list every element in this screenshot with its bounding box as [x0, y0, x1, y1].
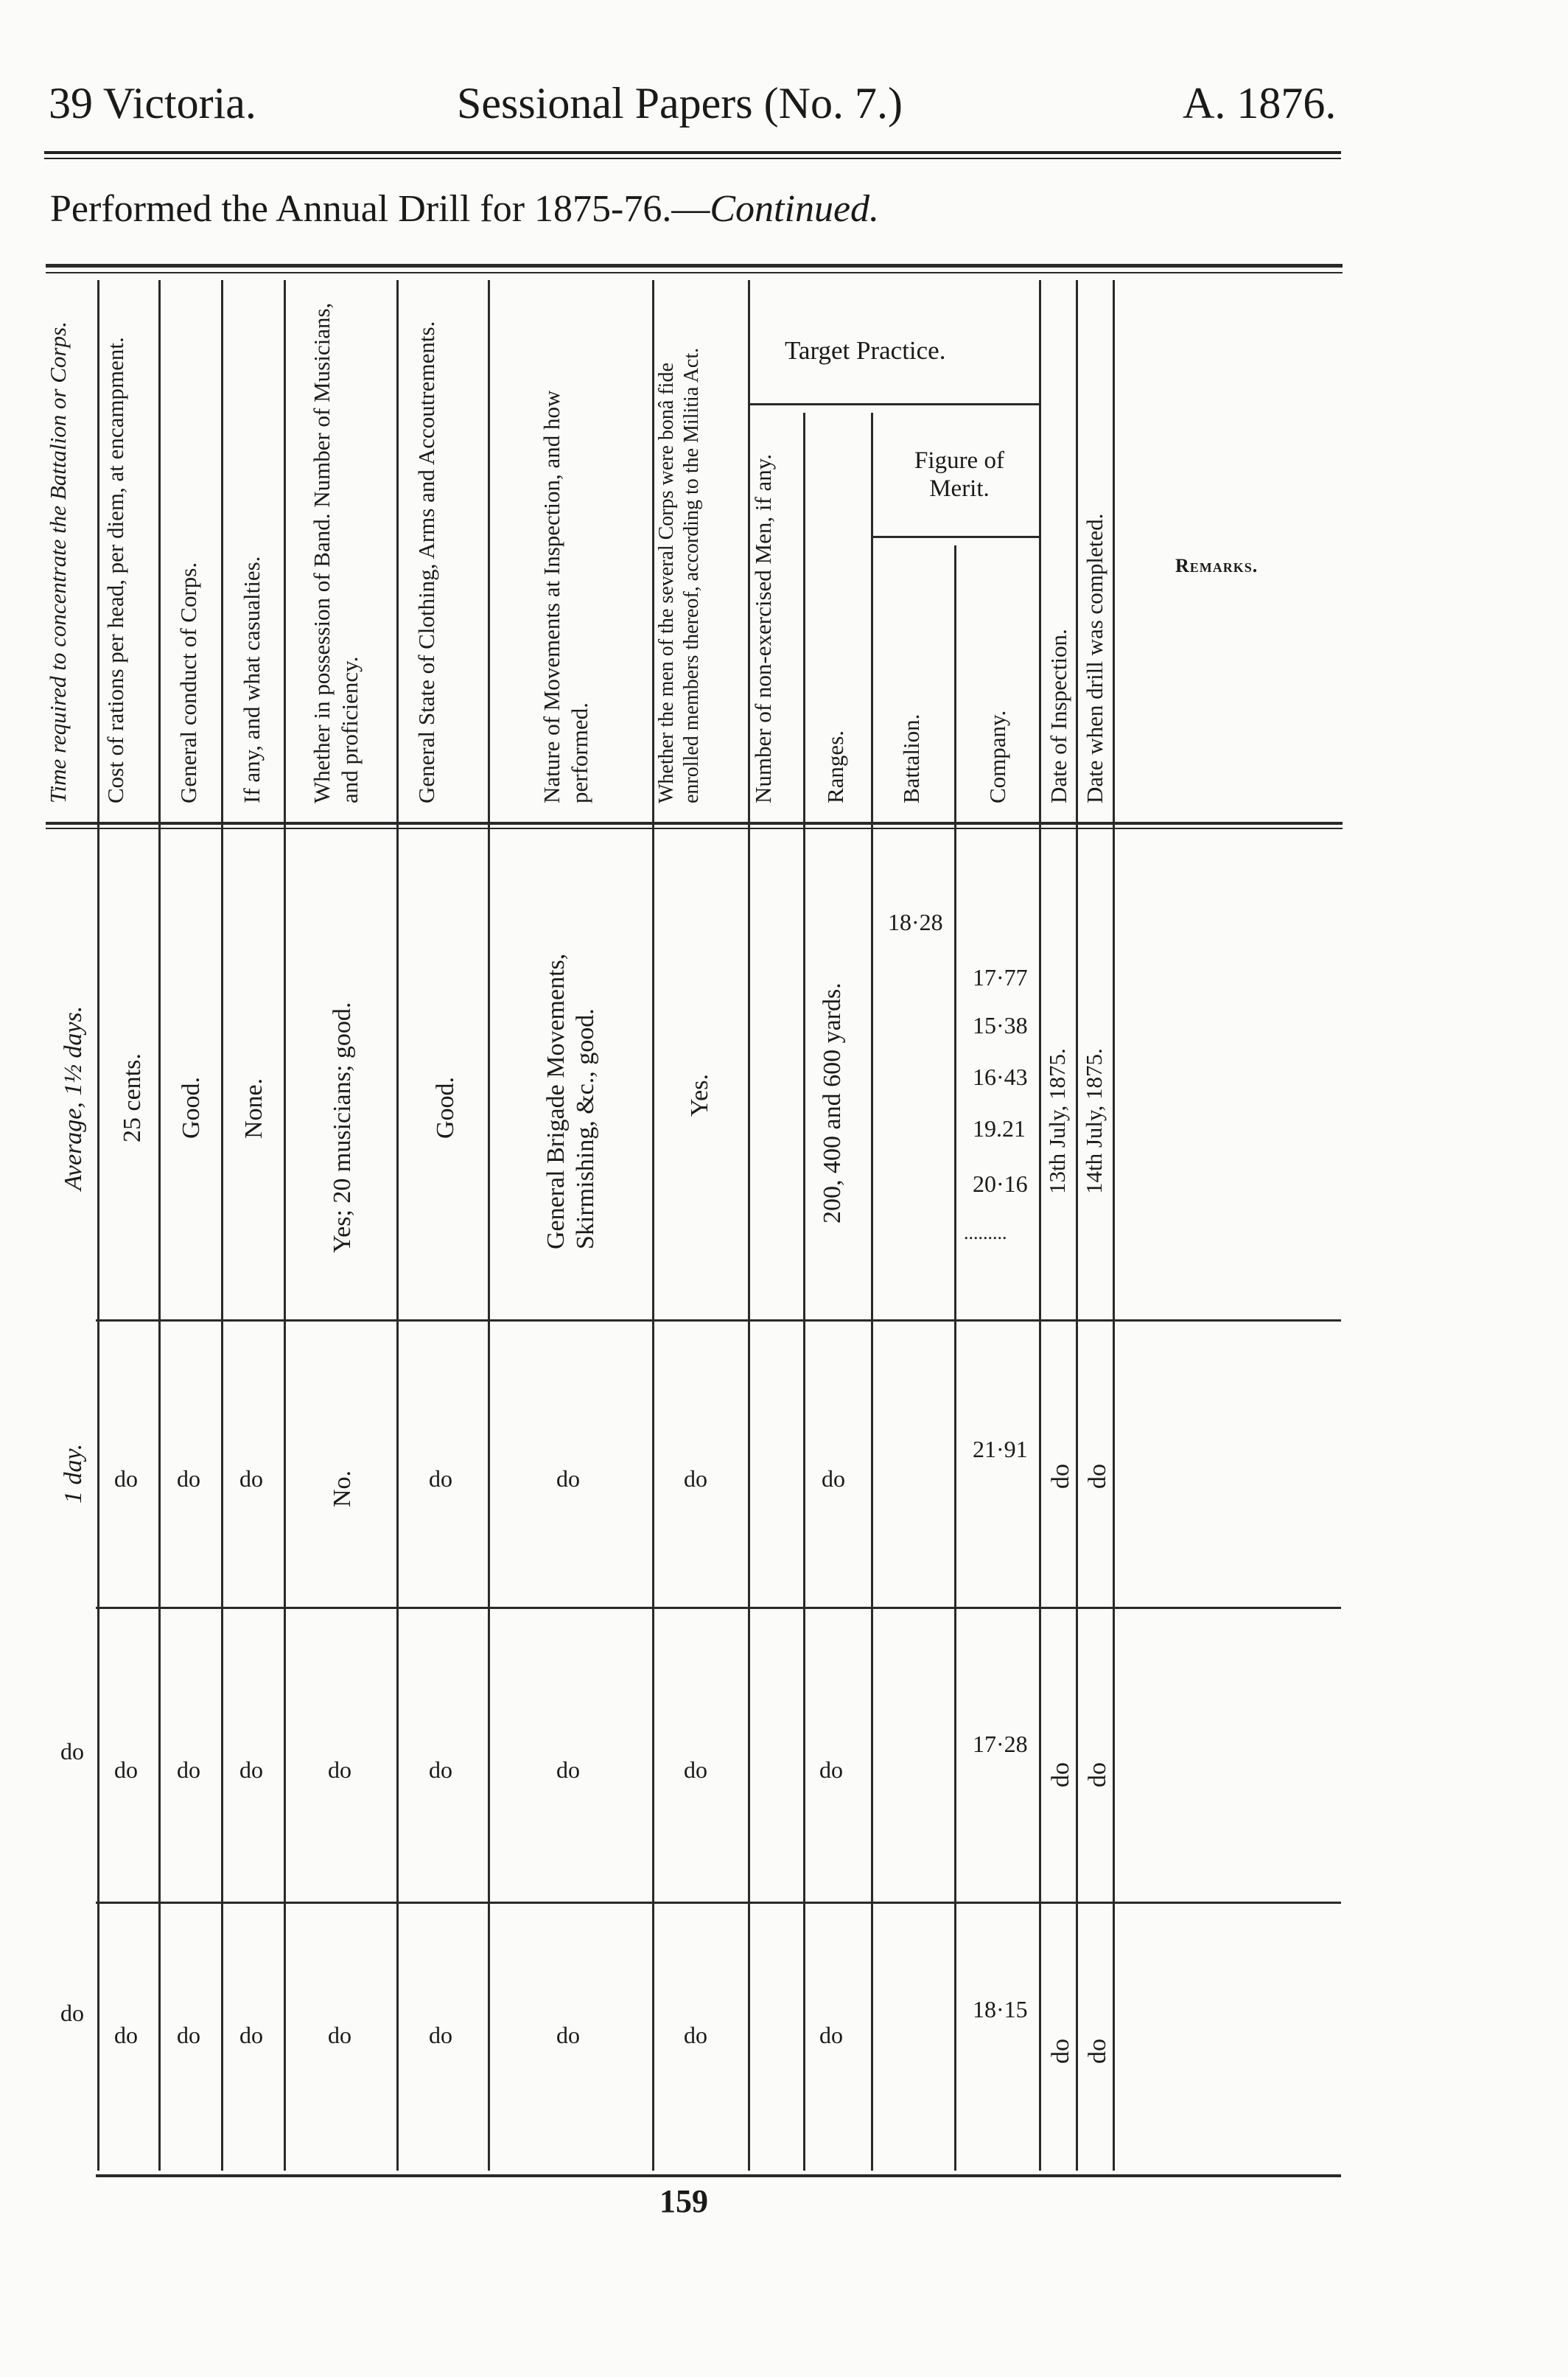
col-line — [1039, 280, 1041, 2171]
row3-band: do — [328, 1756, 351, 1783]
row1-enrolled: Yes. — [686, 1074, 713, 1117]
row1-completed: 14th July, 1875. — [1081, 1048, 1107, 1194]
row4-cost: do — [114, 2022, 138, 2048]
row2-conduct: do — [177, 1465, 200, 1492]
figure-of-merit-rule — [871, 536, 1039, 538]
col-line — [803, 413, 805, 2171]
subtitle-continued: Continued. — [710, 188, 880, 230]
row3-inspection: do — [1047, 1762, 1074, 1787]
header-rule-bottom — [44, 158, 1341, 159]
row2-cost: do — [114, 1465, 138, 1492]
header-left: 39 Victoria. — [49, 79, 256, 128]
header-rule-top — [44, 151, 1341, 154]
row2-enrolled: do — [684, 1465, 707, 1492]
col-header-date-completed: Date when drill was completed. — [1082, 513, 1107, 803]
row1-inspection: 13th July, 1875. — [1044, 1048, 1070, 1194]
row1-casualties: None. — [240, 1078, 267, 1139]
row4-clothing: do — [429, 2022, 452, 2048]
row3-conduct: do — [177, 1756, 200, 1783]
row-divider-3 — [96, 1902, 1341, 1904]
page-number: 159 — [659, 2183, 708, 2219]
col-header-clothing: General State of Clothing, Arms and Accoutrements. — [413, 321, 439, 803]
col-header-date-inspection: Date of Inspection. — [1046, 629, 1071, 803]
row2-ranges: do — [822, 1465, 845, 1492]
row3-time: do — [60, 1738, 84, 1765]
page-subtitle — [50, 190, 879, 228]
row4-enrolled: do — [684, 2022, 707, 2048]
header-right: A. 1876. — [1183, 79, 1337, 128]
col-line — [954, 545, 956, 2171]
row1-time: Average, 1½ days. — [60, 1005, 87, 1190]
row2-time: 1 day. — [60, 1443, 87, 1504]
col-header-non-exercised: Number of non-exercised Men, if any. — [750, 453, 776, 803]
remarks-header: Remarks. — [1175, 555, 1259, 576]
col-header-ranges: Ranges. — [822, 730, 848, 803]
row1-company-dots: ......... — [964, 1222, 1007, 1243]
row1-company-5: 20·16 — [973, 1170, 1028, 1197]
row1-movements: General Brigade Movements, Skirmishing, &c., good. — [542, 953, 599, 1249]
row2-completed: do — [1084, 1464, 1111, 1489]
row1-company-4: 19.21 — [973, 1115, 1026, 1142]
row3-ranges: do — [819, 1756, 843, 1783]
row4-casualties: do — [239, 2022, 263, 2048]
col-header-movements: Nature of Movements at Inspection, and how performed. — [539, 390, 592, 803]
row4-inspection: do — [1047, 2039, 1074, 2064]
col-header-band: Whether in possession of Band. Number of Musicians, and proficiency. — [309, 302, 363, 803]
row1-cost: 25 cents. — [119, 1053, 146, 1142]
row2-movements: do — [556, 1465, 580, 1492]
row3-casualties: do — [239, 1756, 263, 1783]
col-header-conduct: General conduct of Corps. — [175, 562, 201, 803]
row4-band: do — [328, 2022, 351, 2048]
col-line — [396, 280, 399, 2171]
row4-movements: do — [556, 2022, 580, 2048]
col-header-enrolled: Whether the men of the several Corps were bonâ fide enrolled members thereof, according to the Militia Act. — [655, 347, 703, 803]
row3-movements: do — [556, 1756, 580, 1783]
row4-company-1: 18·15 — [973, 1996, 1028, 2022]
row-divider-1 — [96, 1319, 1341, 1322]
table-top-rule-2 — [46, 272, 1343, 273]
row2-band: No. — [329, 1470, 356, 1507]
figure-of-merit-header: Figure of Merit. — [914, 447, 1004, 502]
table-top-rule — [46, 264, 1343, 268]
row1-company-3: 16·43 — [973, 1064, 1028, 1090]
row3-enrolled: do — [684, 1756, 707, 1783]
col-header-company: Company. — [984, 710, 1010, 803]
col-line — [488, 280, 490, 2171]
row1-company-2: 15·38 — [973, 1012, 1028, 1039]
header-divider-2 — [46, 828, 1343, 829]
col-line — [97, 280, 99, 2171]
row3-completed: do — [1084, 1762, 1111, 1787]
row2-casualties: do — [239, 1465, 263, 1492]
col-line — [221, 280, 223, 2171]
row2-company-1: 21·91 — [973, 1436, 1028, 1462]
row2-clothing: do — [429, 1465, 452, 1492]
col-header-casualties: If any, and what casualties. — [239, 556, 265, 803]
row-divider-2 — [96, 1607, 1341, 1609]
row3-cost: do — [114, 1756, 138, 1783]
header-center: Sessional Papers (No. 7.) — [457, 79, 903, 128]
row2-inspection: do — [1047, 1464, 1074, 1489]
row1-battalion: 18·28 — [888, 909, 943, 935]
header-divider — [46, 822, 1343, 825]
row4-completed: do — [1084, 2039, 1111, 2064]
subtitle-main: Performed the Annual Drill for 1875-76.— — [50, 188, 710, 230]
col-line — [871, 413, 873, 2171]
col-line — [1113, 280, 1115, 2171]
col-header-cost: Cost of rations per head, per diem, at encampment. — [102, 337, 128, 803]
row1-clothing: Good. — [432, 1076, 459, 1139]
col-line — [1076, 280, 1078, 2171]
row4-ranges: do — [819, 2022, 843, 2048]
target-practice-header: Target Practice. — [785, 336, 946, 365]
table-bottom-rule — [96, 2174, 1341, 2177]
row1-band: Yes; 20 musicians; good. — [329, 1002, 356, 1253]
row4-time: do — [60, 2000, 84, 2026]
target-practice-rule — [748, 403, 1039, 405]
col-line — [284, 280, 286, 2171]
row1-ranges: 200, 400 and 600 yards. — [819, 982, 846, 1224]
row3-company-1: 17·28 — [973, 1731, 1028, 1757]
col-header-battalion: Battalion. — [898, 713, 924, 803]
row1-conduct: Good. — [178, 1076, 205, 1139]
row3-clothing: do — [429, 1756, 452, 1783]
col-header-time: Time required to concentrate the Battalion or Corps. — [45, 321, 71, 803]
row4-conduct: do — [177, 2022, 200, 2048]
row1-company-1: 17·77 — [973, 964, 1028, 991]
col-line — [158, 280, 161, 2171]
